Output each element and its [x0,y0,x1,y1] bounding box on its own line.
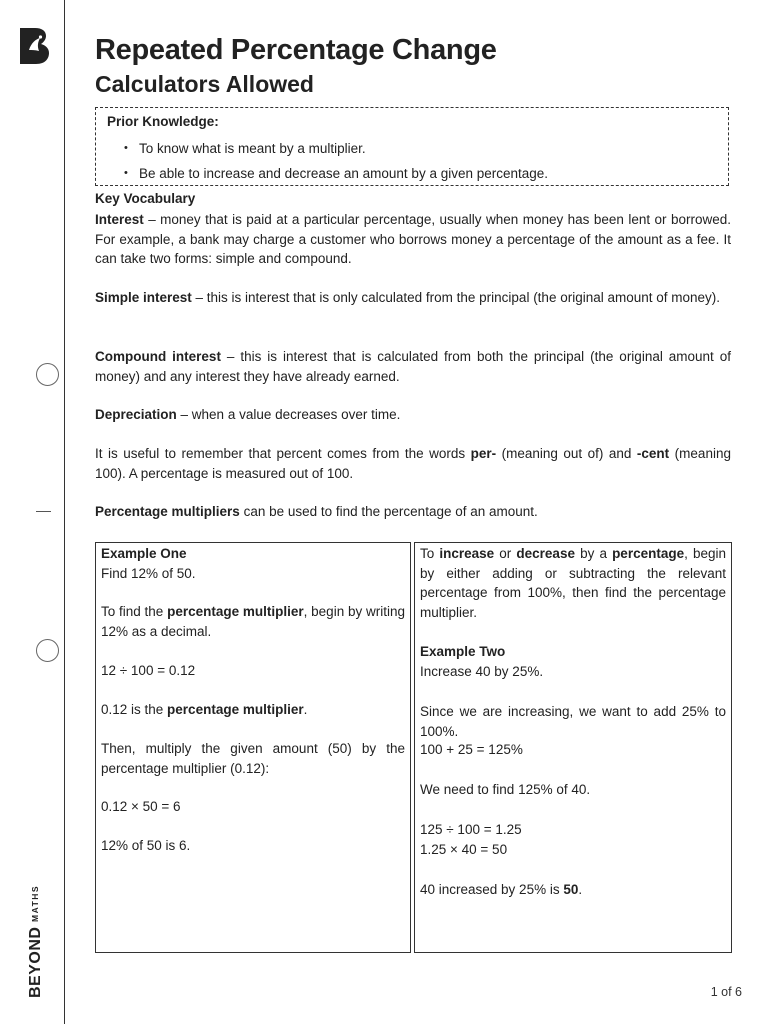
example-one-box [95,542,411,953]
example-two-calc-3: 1.25 × 40 = 50 [420,842,508,857]
per-term: per- [470,446,497,461]
percent-text: (meaning out of) and [496,446,637,461]
decrease-term: decrease [516,546,575,561]
intro-text: by a [574,546,613,561]
percentage-multiplier-term: percentage multiplier [167,604,304,619]
example-one-heading [101,544,405,564]
beyond-maths-side-brand [24,860,44,1000]
simple-interest-term: Simple interest [95,290,192,305]
prior-knowledge-item: • Be able to increase and decrease an amount by a given percentage. [124,161,548,186]
step-text: To find the [101,604,168,619]
interest-term: Interest [95,212,144,227]
intro-text: , begin by either adding or subtracting the relevant percentage from 100%, then find the percentage multiplier. [420,546,726,620]
percentage-multipliers-note [95,502,731,522]
step-text: 0.12 is the [101,702,168,717]
example-two-step-1: Since we are increasing, we want to add 25% to 100%. [420,704,726,739]
answer-value: 50 [563,882,579,897]
intro-text: or [494,546,517,561]
prior-knowledge-item: • To know what is meant by a multiplier. [124,136,548,161]
compound-interest-term: Compound interest [95,349,221,364]
percentage-term: percentage [612,546,685,561]
example-two-step-2: We need to find 125% of 40. [420,782,591,797]
example-two-answer [420,880,726,900]
depreciation-definition [95,405,731,425]
punch-hole [36,639,59,662]
compound-interest-definition [95,347,731,386]
fold-mark [36,511,51,512]
interest-definition [95,210,731,269]
cent-term: -cent [636,446,670,461]
percentage-multipliers-text: can be used to find the percentage of an amount. [239,504,538,519]
example-one-step-1 [101,602,405,641]
beyond-logo-icon [16,26,50,66]
brand-word-beyond: BEYOND [27,926,44,998]
example-one-question: Find 12% of 50. [101,566,196,581]
increase-decrease-intro [420,544,726,622]
answer-text: 40 increased by 25% is [420,882,564,897]
step-text: . [303,702,308,717]
example-one-step-3: Then, multiply the given amount (50) by the percentage multiplier (0.12): [101,741,405,776]
example-one-calc-1: 12 ÷ 100 = 0.12 [101,663,196,678]
percent-text: It is useful to remember that percent comes from the words [95,446,471,461]
answer-text: . [578,882,583,897]
example-two-box [414,542,732,953]
margin-line [64,0,65,1024]
depreciation-term: Depreciation [95,407,177,422]
simple-interest-definition [95,288,731,308]
example-two-heading-text: Example Two [420,644,506,659]
prior-knowledge-list [124,136,548,186]
simple-interest-text: – this is interest that is only calculated from the principal (the original amount of money). [191,290,721,305]
brand-word-maths: MATHS [30,884,40,922]
page-subtitle: Calculators Allowed [95,71,314,97]
intro-text: To [420,546,440,561]
punch-hole [36,363,59,386]
example-two-calc-2: 125 ÷ 100 = 1.25 [420,822,522,837]
page-title: Repeated Percentage Change [95,34,497,66]
key-vocabulary-heading: Key Vocabulary [95,191,196,206]
step-text: , begin by writing 12% as a decimal. [101,604,405,639]
example-two-heading [420,642,726,662]
prior-knowledge-heading: Prior Knowledge: [107,114,219,129]
example-one-calc-2: 0.12 × 50 = 6 [101,799,181,814]
page-number: 1 of 6 [710,985,742,999]
compound-interest-text: – this is interest that is calculated from both the principal (the original amount of money) and any interest they have already earned. [95,349,731,384]
example-two-calc-1: 100 + 25 = 125% [420,742,523,757]
percentage-multiplier-term: percentage multiplier [167,702,304,717]
percent-explanation [95,444,731,483]
increase-term: increase [439,546,495,561]
example-one-step-2 [101,700,405,720]
example-one-heading-text: Example One [101,546,187,561]
percent-text: (meaning 100). A percentage is measured out of 100. [95,446,731,481]
prior-knowledge-box [95,107,729,186]
example-one-answer: 12% of 50 is 6. [101,838,191,853]
depreciation-text: – when a value decreases over time. [176,407,401,422]
interest-text: – money that is paid at a particular percentage, usually when money has been lent or borrowed. For example, a bank may charge a customer who borrows money a percentage of the amount as a fee. It can take two forms: simple and compound. [95,212,731,266]
percentage-multipliers-term: Percentage multipliers [95,504,240,519]
example-two-question: Increase 40 by 25%. [420,664,544,679]
